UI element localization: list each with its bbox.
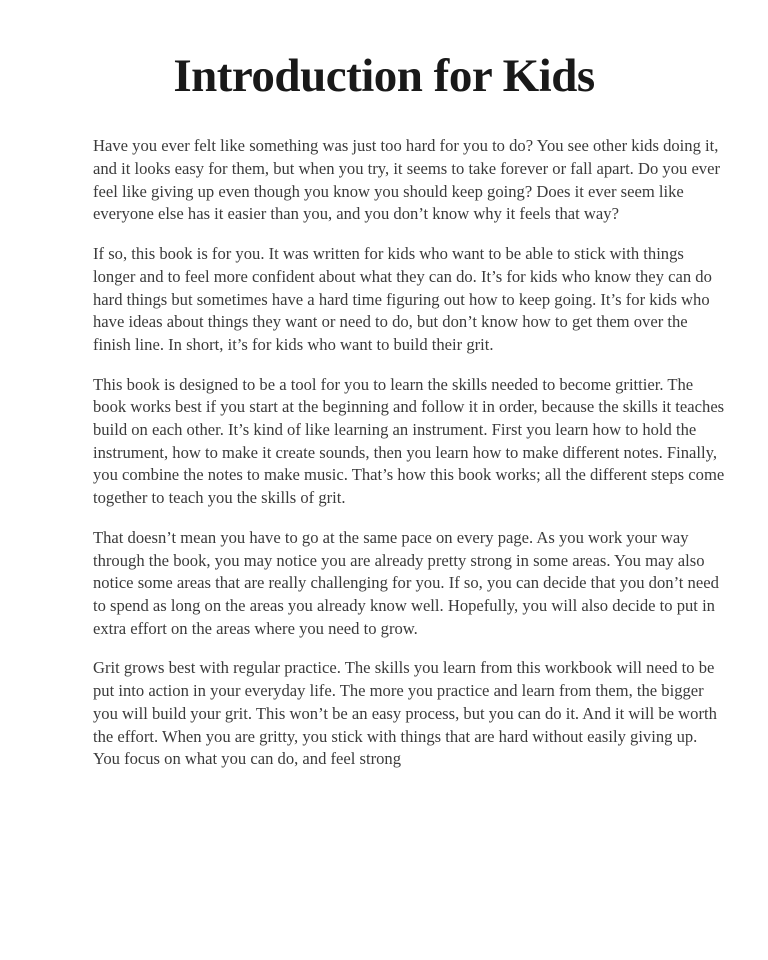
body-paragraph: Grit grows best with regular practice. The skills you learn from this workbook will need to be put into action in your everyday life. The more you practice and learn from them, the bigger you will build your grit. This won’t be an easy process, but you can do it. And it will be worth the effort. When you are gritty, you stick with things that are hard without easily giving up. You focus on what you can do, and feel strong <box>93 658 717 769</box>
page-title: Introduction for Kids <box>173 50 595 102</box>
body-paragraph: This book is designed to be a tool for you to learn the skills needed to become grittier. The book works best if you start at the beginning and follow it in order, because the skills it teaches build on each other. It’s kind of like learning an instrument. First you learn how to hold the instrument, how to make it create sounds, then you learn how to make different notes. Finally, you combine the notes to make music. That’s how this book works; all the different steps come together to teach you the skills of grit. <box>93 374 725 508</box>
page-body <box>93 135 725 771</box>
body-paragraph: That doesn’t mean you have to go at the same pace on every page. As you work your way through the book, you may notice you are already pretty strong in some areas. You may also notice some areas that are really challenging for you. If so, you can decide that you don’t need to spend as long on the areas you already know well. Hopefully, you will also decide to put in extra effort on the areas where you need to grow. <box>93 527 719 638</box>
body-paragraph: If so, this book is for you. It was written for kids who want to be able to stick with things longer and to feel more confident about what they can do. It’s for kids who know they can do hard things but sometimes have a hard time figuring out how to keep going. It’s for kids who have ideas about things they want or need to do, but don’t know how to get them over the finish line. In short, it’s for kids who want to build their grit. <box>93 244 712 354</box>
body-paragraph: Have you ever felt like something was just too hard for you to do? You see other kids doing it, and it looks easy for them, but when you try, it seems to take forever or fall apart. Do you ever feel like giving up even though you know you should keep going? Does it ever seem like everyone else has it easier than you, and you don’t know why it feels that way? <box>93 136 720 224</box>
